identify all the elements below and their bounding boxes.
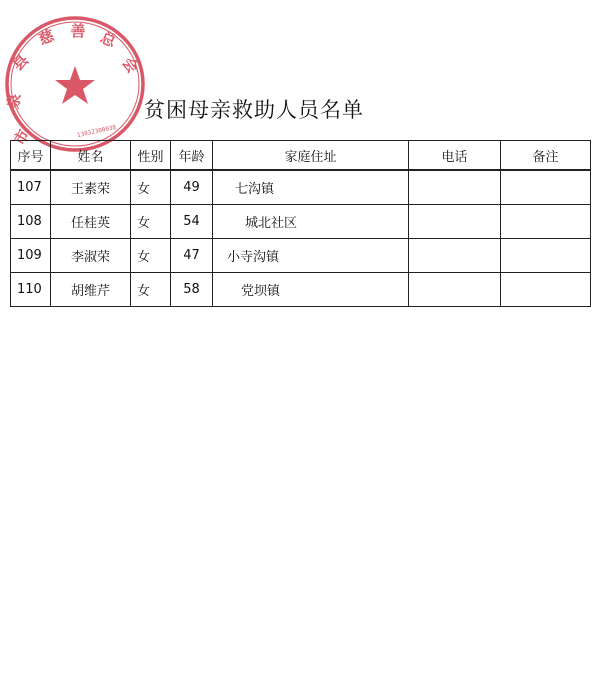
column-header-id: 序号 — [11, 141, 51, 171]
column-header-phone: 电话 — [409, 141, 501, 171]
cell-id: 110 — [11, 273, 51, 307]
cell-gender: 女 — [131, 239, 171, 273]
svg-text:县: 县 — [8, 50, 33, 75]
cell-age: 49 — [171, 170, 213, 205]
svg-text:善: 善 — [70, 22, 86, 40]
column-header-gender: 性别 — [131, 141, 171, 171]
roster-table — [10, 140, 591, 307]
svg-text:会: 会 — [118, 53, 142, 77]
cell-age: 58 — [171, 273, 213, 307]
table-row — [11, 205, 591, 239]
cell-address: 党坝镇 — [213, 273, 409, 307]
cell-name: 任桂英 — [51, 205, 131, 239]
seal-star-icon — [55, 66, 95, 104]
cell-address: 小寺沟镇 — [213, 239, 409, 273]
cell-gender: 女 — [131, 273, 171, 307]
column-header-address: 家庭住址 — [213, 141, 409, 171]
cell-age: 47 — [171, 239, 213, 273]
column-header-age: 年龄 — [171, 141, 213, 171]
cell-gender: 女 — [131, 205, 171, 239]
cell-age: 54 — [171, 205, 213, 239]
cell-id: 108 — [11, 205, 51, 239]
cell-name: 胡维芹 — [51, 273, 131, 307]
svg-text:总: 总 — [97, 28, 119, 51]
column-header-name: 姓名 — [51, 141, 131, 171]
cell-name: 李淑荣 — [51, 239, 131, 273]
official-seal — [2, 14, 148, 154]
cell-address: 七沟镇 — [213, 170, 409, 205]
column-header-note: 备注 — [501, 141, 591, 171]
cell-phone — [409, 170, 501, 205]
svg-text:13032300038: 13032300038 — [76, 123, 117, 140]
cell-gender: 女 — [131, 170, 171, 205]
table-row — [11, 273, 591, 307]
cell-note — [501, 170, 591, 205]
cell-id: 109 — [11, 239, 51, 273]
cell-id: 107 — [11, 170, 51, 205]
cell-note — [501, 205, 591, 239]
table-header-row — [11, 141, 591, 171]
cell-note — [501, 273, 591, 307]
cell-note — [501, 239, 591, 273]
svg-text:泉: 泉 — [3, 92, 25, 111]
table-row — [11, 170, 591, 205]
cell-address: 城北社区 — [213, 205, 409, 239]
svg-text:慈: 慈 — [36, 26, 57, 49]
table-row — [11, 239, 591, 273]
cell-phone — [409, 273, 501, 307]
cell-phone — [409, 239, 501, 273]
svg-text:市: 市 — [10, 126, 34, 149]
page-title: 贫困母亲救助人员名单 — [144, 98, 364, 122]
cell-name: 王素荣 — [51, 170, 131, 205]
cell-phone — [409, 205, 501, 239]
